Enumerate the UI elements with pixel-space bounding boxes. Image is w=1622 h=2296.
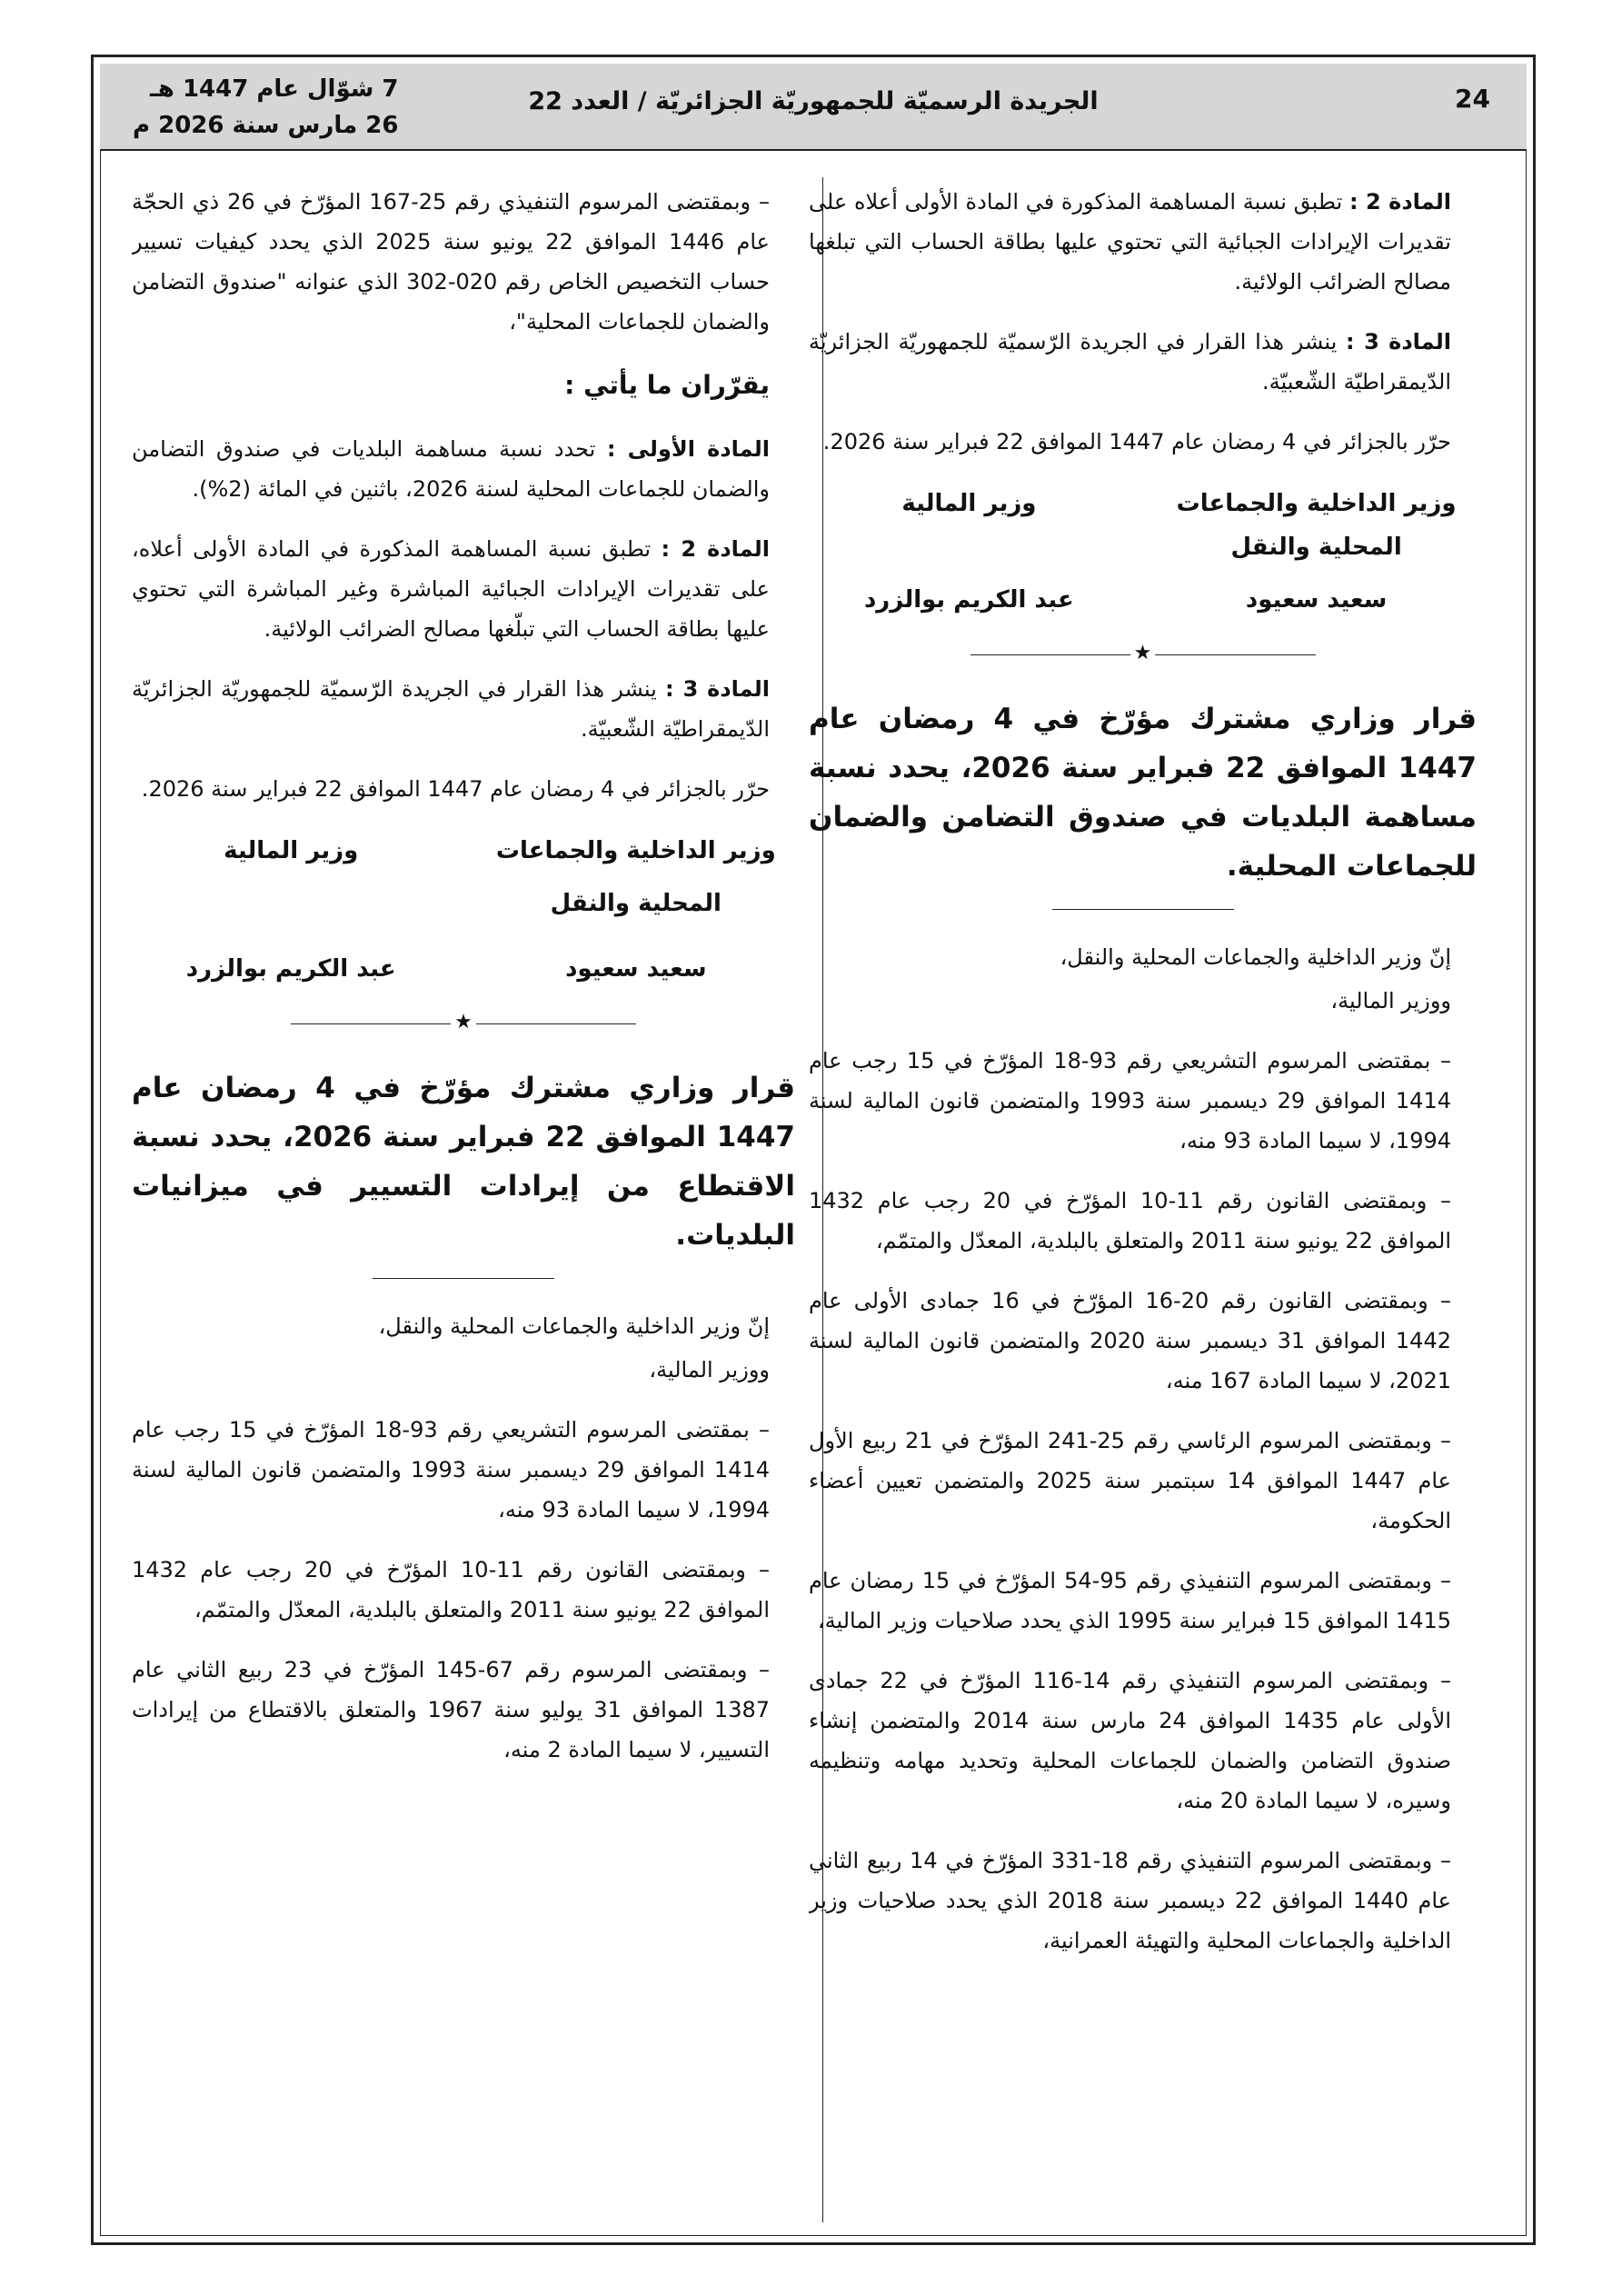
article-text: ينشر هذا القرار في الجريدة الرّسميّة للجمهوريّة الجزائريّة الدّيمقراطيّة الشّعبيّة.	[132, 676, 770, 742]
title-rule	[373, 1278, 554, 1279]
visa-6: – وبمقتضى المرسوم التنفيذي رقم 14-116 المؤرّخ في 22 جمادى الأولى عام 1435 الموافق 24 مارس سنة 2014 والمتضمن إنشاء صندوق التضامن والضمان للجماعات المحلية وتحديد مهامه وتنظيمه وسيره، لا سيما المادة 20 منه،	[809, 1668, 1452, 1813]
signature-names	[809, 578, 1477, 622]
signature-name-interior: سعيد سعيود	[1245, 586, 1388, 614]
intro-minister-interior: إنّ وزير الداخلية والجماعات المحلية والنقل،	[1060, 944, 1451, 970]
article-2	[132, 529, 795, 649]
article-label: المادة 3 :	[665, 676, 771, 702]
visa-5: – وبمقتضى المرسوم التنفيذي رقم 95-54 المؤرّخ في 15 رمضان عام 1415 الموافق 15 فبراير سنة 1995 الذي يحدد صلاحيات وزير المالية،	[809, 1568, 1451, 1633]
article-label: المادة 2 :	[1348, 189, 1451, 215]
article-label: المادة 3 :	[1346, 329, 1452, 354]
page-number: 24	[1455, 84, 1490, 114]
signature-title-interior: وزير الداخلية والجماعات المحلية والنقل	[1176, 490, 1457, 561]
intro-minister-interior: إنّ وزير الداخلية والجماعات المحلية والنقل،	[378, 1313, 770, 1339]
article-label: المادة الأولى :	[606, 436, 770, 462]
article-3	[809, 322, 1477, 402]
signature-titles-cont	[132, 882, 795, 925]
visa-3: – وبمقتضى المرسوم رقم 67-145 المؤرّخ في 23 ربيع الثاني عام 1387 الموافق 31 يوليو سنة 1967 والمتعلق بالاقتطاع من إيرادات التسيير، لا سيما المادة 2 منه،	[132, 1657, 771, 1762]
article-1	[132, 429, 795, 509]
signature-title-interior-cont: المحلية والنقل	[550, 890, 721, 917]
visa-4: – وبمقتضى المرسوم الرئاسي رقم 25-241 المؤرّخ في 21 ربيع الأول عام 1447 الموافق 14 سبتمبر سنة 2025 والمتضمن تعيين أعضاء الحكومة،	[809, 1428, 1451, 1533]
section-separator	[970, 642, 1316, 664]
star-icon: ★	[451, 1009, 476, 1036]
done-at: حرّر بالجزائر في 4 رمضان عام 1447 الموافق 22 فبراير سنة 2026.	[822, 429, 1451, 454]
signature-title-finance: وزير المالية	[224, 837, 359, 864]
signature-title-interior: وزير الداخلية والجماعات	[495, 837, 776, 864]
article-text: تحدد نسبة مساهمة البلديات في صندوق التضامن والضمان للجماعات المحلية لسنة 2026، باثنين في المائة (2%).	[132, 436, 770, 502]
signature-title-finance: وزير المالية	[901, 490, 1037, 517]
visa-7: – وبمقتضى المرسوم التنفيذي رقم 18-331 المؤرّخ في 14 ربيع الثاني عام 1440 الموافق 22 ديسمبر سنة 2018 الذي يحدد صلاحيات وزير الداخلية والجماعات المحلية والتهيئة العمرانية،	[809, 1848, 1452, 1953]
date-hijri: 7 شوّال عام 1447 هـ	[149, 75, 399, 103]
right-column	[809, 182, 1477, 2218]
intro-minister-finance: ووزير المالية،	[1330, 988, 1451, 1013]
visa-2: – وبمقتضى القانون رقم 11-10 المؤرّخ في 20 رجب عام 1432 الموافق 22 يونيو سنة 2011 والمتعلق بالبلدية، المعدّل والمتمّم،	[132, 1557, 771, 1622]
article-2	[809, 182, 1477, 302]
signature-titles	[809, 482, 1477, 569]
signature-name-interior: سعيد سعيود	[565, 955, 707, 983]
visa-3: – وبمقتضى القانون رقم 20-16 المؤرّخ في 16 جمادى الأولى عام 1442 الموافق 31 ديسمبر سنة 2020 والمتضمن قانون المالية لسنة 2021، لا سيما المادة 167 منه،	[809, 1288, 1452, 1393]
visa-1: – بمقتضى المرسوم التشريعي رقم 93-18 المؤرّخ في 15 رجب عام 1414 الموافق 29 ديسمبر سنة 1993 والمتضمن قانون المالية لسنة 1994، لا سيما المادة 93 منه،	[809, 1048, 1451, 1153]
star-icon: ★	[1130, 640, 1156, 667]
gazette-title: الجريدة الرسميّة للجمهوريّة الجزائريّة / العدد 22	[528, 87, 1099, 115]
signature-names	[132, 947, 795, 991]
signature-titles	[132, 829, 795, 873]
intro-minister-finance: ووزير المالية،	[649, 1357, 770, 1383]
article-text: تطبق نسبة المساهمة المذكورة في المادة الأولى أعلاه، على تقديرات الإيرادات الجبائية المباشرة وغير المباشرة التي تحتوي عليها بطاقة الحساب التي تبلّغها مصالح الضرائب الولائية.	[132, 536, 770, 642]
decide-heading: يقرّران ما يأتي :	[564, 370, 770, 400]
section-separator	[291, 1011, 636, 1033]
left-column	[132, 182, 795, 2218]
signature-name-finance: عبد الكريم بوالزرد	[185, 955, 396, 983]
visa-1: – بمقتضى المرسوم التشريعي رقم 93-18 المؤرّخ في 15 رجب عام 1414 الموافق 29 ديسمبر سنة 1993 والمتضمن قانون المالية لسنة 1994، لا سيما المادة 93 منه،	[132, 1417, 770, 1522]
decree-title: قرار وزاري مشترك مؤرّخ في 4 رمضان عام 1447 الموافق 22 فبراير سنة 2026، يحدد نسبة مساهمة البلديات في صندوق التضامن والضمان للجماعات المحلية.	[809, 703, 1477, 883]
article-text: تطبق نسبة المساهمة المذكورة في المادة الأولى أعلاه على تقديرات الإيرادات الجبائية التي تحتوي عليها بطاقة الحساب التي تبلغها مصالح الضرائب الولائية.	[809, 189, 1451, 294]
page-header	[100, 64, 1527, 151]
article-3	[132, 669, 795, 749]
issue-date	[133, 71, 398, 144]
title-rule	[1052, 909, 1234, 910]
article-label: المادة 2 :	[661, 536, 771, 562]
signature-name-finance: عبد الكريم بوالزرد	[863, 586, 1074, 614]
decree-title: قرار وزاري مشترك مؤرّخ في 4 رمضان عام 1447 الموافق 22 فبراير سنة 2026، يحدد نسبة الاقتطاع من إيرادات التسيير في ميزانيات البلديات.	[132, 1072, 795, 1252]
article-text: ينشر هذا القرار في الجريدة الرّسميّة للجمهوريّة الجزائريّة الدّيمقراطيّة الشّعبيّة.	[809, 329, 1451, 394]
date-gregorian: 26 مارس سنة 2026 م	[133, 112, 399, 139]
visa-top: – وبمقتضى المرسوم التنفيذي رقم 25-167 المؤرّخ في 26 ذي الحجّة عام 1446 الموافق 22 يونيو سنة 2025 الذي يحدد كيفيات تسيير حساب التخصيص الخاص رقم 020-302 الذي عنوانه "صندوق التضامن والضمان للجماعات المحلية"،	[132, 189, 771, 334]
done-at: حرّر بالجزائر في 4 رمضان عام 1447 الموافق 22 فبراير سنة 2026.	[141, 776, 770, 802]
visa-2: – وبمقتضى القانون رقم 11-10 المؤرّخ في 20 رجب عام 1432 الموافق 22 يونيو سنة 2011 والمتعلق بالبلدية، المعدّل والمتمّم،	[809, 1188, 1452, 1253]
